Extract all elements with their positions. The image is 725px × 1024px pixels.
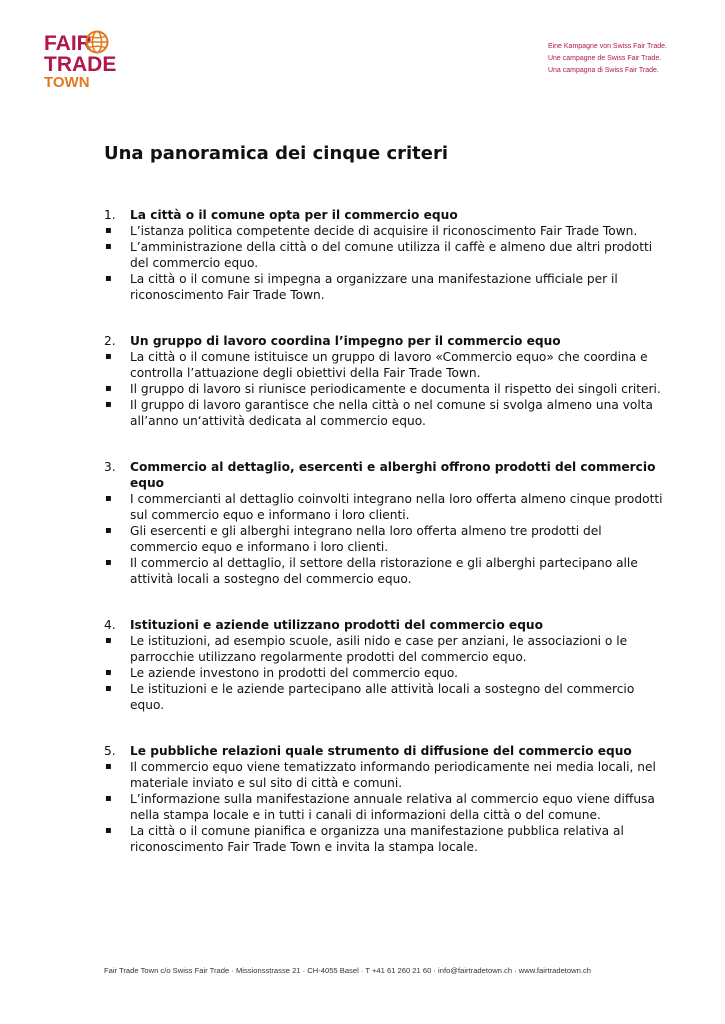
- criterion-bullet: [104, 523, 664, 555]
- bullet-text: Gli esercenti e gli alberghi integrano nella loro offerta almeno tre prodotti del commercio equo e informano i loro clienti.: [130, 524, 602, 554]
- criterion-bullet: [104, 271, 664, 303]
- bullet-icon: ▪: [105, 351, 112, 362]
- criteria-list: [104, 207, 664, 855]
- bullet-text: L’istanza politica competente decide di acquisire il riconoscimento Fair Trade Town.: [130, 224, 638, 238]
- criterion-bullet: [104, 223, 664, 239]
- page-footer: Fair Trade Town c/o Swiss Fair Trade · Missionsstrasse 21 · CH-4055 Basel · T +41 61 260 21 60 · info@fairtradetown.ch · www.fairtradetown.ch: [104, 966, 591, 975]
- criterion-section: [104, 333, 664, 429]
- bullet-icon: ▪: [105, 793, 112, 804]
- bullet-icon: ▪: [105, 761, 112, 772]
- criterion-bullet: [104, 555, 664, 587]
- criterion-bullet: [104, 823, 664, 855]
- criterion-bullet: [104, 791, 664, 823]
- bullet-icon: ▪: [105, 241, 112, 252]
- bullet-icon: ▪: [105, 557, 112, 568]
- criterion-bullet: [104, 397, 664, 429]
- criterion-number: 2.: [104, 334, 116, 348]
- criterion-title: La città o il comune opta per il commercio equo: [130, 208, 458, 222]
- bullet-icon: ▪: [105, 225, 112, 236]
- criterion-title: Commercio al dettaglio, esercenti e alberghi offrono prodotti del commercio equo: [130, 460, 656, 490]
- criterion-bullet: [104, 381, 664, 397]
- tagline-french: Une campagne de Swiss Fair Trade.: [547, 55, 662, 62]
- criterion-bullet: [104, 491, 664, 523]
- criterion-heading: [104, 459, 664, 491]
- bullet-text: Le istituzioni e le aziende partecipano alle attività locali a sostegno del commercio equo.: [130, 682, 635, 712]
- tagline-italian: Una campagna di Swiss Fair Trade.: [547, 67, 659, 74]
- criterion-number: 1.: [104, 208, 116, 222]
- criterion-number: 5.: [104, 744, 116, 758]
- bullet-text: Le aziende investono in prodotti del commercio equo.: [130, 666, 459, 680]
- criterion-bullet: [104, 681, 664, 713]
- bullet-icon: ▪: [105, 683, 112, 694]
- bullet-text: I commercianti al dettaglio coinvolti integrano nella loro offerta almeno cinque prodotti sul commercio equo e informano i loro clienti.: [130, 492, 663, 522]
- criterion-section: [104, 207, 664, 303]
- bullet-icon: ▪: [105, 667, 112, 678]
- bullet-text: Il commercio equo viene tematizzato informando periodicamente nei media locali, nel materiale inviato e sul sito di città e comuni.: [130, 760, 656, 790]
- bullet-text: L’informazione sulla manifestazione annuale relativa al commercio equo viene diffusa nella stampa locale e in tutti i canali di informazioni della città o del comune.: [130, 792, 655, 822]
- bullet-text: Le istituzioni, ad esempio scuole, asili nido e case per anziani, le associazioni o le parrocchie utilizzano regolarmente prodotti del commercio equo.: [130, 634, 628, 664]
- page-title: Una panoramica dei cinque criteri: [104, 143, 449, 164]
- logo-word-trade: TRADE: [44, 53, 117, 76]
- bullet-text: La città o il comune pianifica e organizza una manifestazione pubblica relativa al riconoscimento Fair Trade Town e invita la stampa locale.: [130, 824, 624, 854]
- bullet-text: La città o il comune si impegna a organizzare una manifestazione ufficiale per il riconoscimento Fair Trade Town.: [130, 272, 618, 302]
- criterion-heading: [104, 743, 664, 759]
- bullet-icon: ▪: [105, 825, 112, 836]
- bullet-icon: ▪: [105, 399, 112, 410]
- bullet-text: L’amministrazione della città o del comune utilizza il caffè e almeno due altri prodotti del commercio equo.: [130, 240, 653, 270]
- criterion-bullet: [104, 239, 664, 271]
- criterion-number: 3.: [104, 460, 116, 474]
- logo-word-town: TOWN: [44, 74, 90, 91]
- bullet-icon: ▪: [105, 273, 112, 284]
- bullet-icon: ▪: [105, 493, 112, 504]
- fair-trade-town-logo: [44, 30, 117, 92]
- criterion-heading: [104, 333, 664, 349]
- criterion-section: [104, 459, 664, 587]
- criterion-heading: [104, 617, 664, 633]
- criterion-section: [104, 617, 664, 713]
- criterion-bullet: [104, 633, 664, 665]
- bullet-text: Il commercio al dettaglio, il settore della ristorazione e gli alberghi partecipano alle attività locali a sostegno del commercio equo.: [130, 556, 638, 586]
- bullet-icon: ▪: [105, 383, 112, 394]
- criterion-title: Istituzioni e aziende utilizzano prodotti del commercio equo: [130, 618, 543, 632]
- criterion-section: [104, 743, 664, 855]
- bullet-text: Il gruppo di lavoro garantisce che nella città o nel comune si svolga almeno una volta all’anno un‘attività dedicata al commercio equo.: [130, 398, 653, 428]
- criterion-title: Un gruppo di lavoro coordina l’impegno per il commercio equo: [130, 334, 561, 348]
- criterion-bullet: [104, 759, 664, 791]
- bullet-icon: ▪: [105, 525, 112, 536]
- criterion-heading: [104, 207, 664, 223]
- criterion-bullet: [104, 349, 664, 381]
- criterion-bullet: [104, 665, 664, 681]
- tagline-german: Eine Kampagne von Swiss Fair Trade.: [547, 43, 667, 50]
- bullet-icon: ▪: [105, 635, 112, 646]
- criterion-number: 4.: [104, 618, 116, 632]
- logo-word-fair: FAIR: [44, 32, 92, 55]
- campaign-tagline: [548, 41, 667, 77]
- globe-icon: [85, 30, 109, 54]
- bullet-text: La città o il comune istituisce un gruppo di lavoro «Commercio equo» che coordina e controlla l’attuazione degli obiettivi della Fair Trade Town.: [130, 350, 648, 380]
- bullet-text: Il gruppo di lavoro si riunisce periodicamente e documenta il rispetto dei singoli criteri.: [130, 382, 661, 396]
- criterion-title: Le pubbliche relazioni quale strumento di diffusione del commercio equo: [130, 744, 632, 758]
